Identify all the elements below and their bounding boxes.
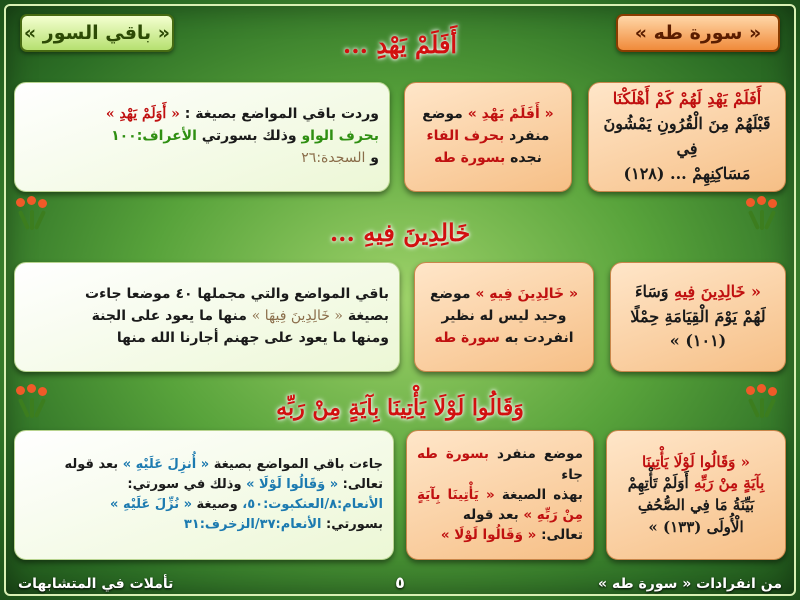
verse-line: قَبْلَهُمْ مِنَ الْقُرُونِ يَمْشُونَ فِي [603, 114, 771, 158]
note-text: باقي المواضع والتي مجملها ٤٠ موضعا جاءت [85, 286, 389, 303]
verse-line: مَسَاكِنِهِمْ ... (١٢٨) [623, 163, 751, 183]
footer-series-label: من انفرادات « سورة طه » [598, 576, 782, 592]
page-number: ٥ [395, 573, 405, 592]
heading-qalu-lawla: وَقَالُوا لَوْلَا يَأْتِينَا بِآيَةٍ مِنْ رَبِّهِ [276, 395, 524, 421]
reference-text: الأنعام:٣٧/الزخرف:٣١ [183, 517, 322, 533]
highlight-text: « أَوَلَمْ يَهْدِ » [105, 106, 180, 123]
note-text: جاء [561, 466, 583, 483]
note-text: و [370, 149, 379, 166]
highlight-text: « خَالِدِينَ فِيهِ » [475, 286, 579, 303]
verse-line: « خَالِدِينَ فِيهِ [674, 281, 761, 301]
others-card-row2 [14, 262, 400, 372]
highlight-text: سورة طه [434, 329, 500, 346]
highlight-text: « يَأْتِينَا بِآيَةٍ مِنْ رَبِّهِ » [417, 486, 583, 524]
verse-line: وَسَاءَ [635, 281, 669, 301]
note-text: بعد قوله [462, 507, 519, 524]
verse-line: لَهُمْ يَوْمَ الْقِيَامَةِ حِمْلًا [630, 306, 766, 326]
verse-card-row2 [610, 262, 786, 372]
note-text: بعد قوله [64, 456, 119, 472]
note-text: تعالى: [342, 476, 383, 492]
highlight-text: « أُنزِلَ عَلَيْهِ » [122, 456, 210, 472]
unique-card-row3 [406, 430, 594, 560]
note-text: جاءت باقي المواضع بصيغة [213, 456, 383, 472]
highlight-text: بسورة طه [434, 149, 506, 166]
highlight-text: بحرف الواو [301, 128, 379, 145]
footer-title: تأملات في المتشابهات [18, 576, 174, 592]
note-text: وذلك بسورتي [201, 128, 297, 145]
note-text: تعالى: [541, 527, 583, 544]
note-text: بسورتي: [326, 517, 383, 533]
note-text: موضع [429, 286, 471, 303]
highlight-text: « وَقَالُوا لَوْلَا » [440, 527, 537, 544]
unique-card-row1 [404, 82, 572, 192]
heading-khalidina-fihi: خَالِدِينَ فِيهِ ... [329, 218, 471, 247]
highlight-text: بسورة طه [417, 446, 489, 463]
others-card-row3 [14, 430, 394, 560]
note-text: وحيد ليس له نظير [441, 308, 567, 325]
verse-line: « وَقَالُوا لَوْلَا يَأْتِينَا [642, 452, 750, 471]
note-text: موضع [422, 106, 463, 123]
verse-line: الْأُولَى (١٣٣) » [648, 517, 744, 536]
note-text: وردت باقي المواضع بصيغة : [184, 106, 379, 123]
verse-card-row1 [588, 82, 786, 192]
highlight-text: « خَالِدِينَ فِيهَا » [251, 308, 343, 325]
flower-icon [742, 196, 782, 230]
note-text: بهذه الصيغة [501, 486, 584, 503]
reference-text: الأعراف:١٠٠ [111, 128, 197, 145]
note-text: بصيغة [347, 308, 389, 325]
note-text: ومنها ما يعود على جهنم أجارنا الله منها [116, 329, 389, 346]
flower-icon [12, 196, 52, 230]
note-text: انفردت به [504, 329, 574, 346]
verse-line: أَفَلَمْ يَهْدِ لَهُمْ كَمْ أَهْلَكْنَا [612, 89, 762, 109]
note-text: منفرد [509, 128, 550, 145]
others-card-row1 [14, 82, 390, 192]
reference-text: الأنعام:٨/العنكبوت:٥٠، [242, 497, 383, 512]
other-surahs-tag-label: « باقي السور » [23, 22, 171, 44]
reference-text: السجدة:٢٦ [301, 149, 366, 166]
highlight-text: « وَقَالُوا لَوْلَا » [246, 476, 339, 492]
highlight-text: بحرف الفاء [426, 128, 505, 145]
note-text: منها ما يعود على الجنة [91, 308, 247, 325]
flower-icon [742, 384, 782, 418]
heading-afalam-yahdi: أَفَلَمْ يَهْدِ ... [342, 30, 458, 59]
note-text: موضع منفرد [496, 446, 583, 463]
surah-tag-label: « سورة طه » [634, 22, 762, 44]
note-text: وذلك في سورتي: [127, 476, 242, 492]
flower-icon [12, 384, 52, 418]
highlight-text: « نُزِّلَ عَلَيْهِ » [110, 497, 193, 512]
note-text: وصيغة [196, 497, 238, 512]
verse-line: (١٠١) » [669, 331, 727, 351]
verse-line: أَوَلَمْ تَأْتِهِمْ [627, 474, 689, 493]
verse-line: بِآيَةٍ مِنْ رَبِّهِ [693, 474, 765, 493]
verse-card-row3 [606, 430, 786, 560]
verse-line: بَيِّنَةُ مَا فِي الصُّحُفِ [637, 496, 755, 514]
highlight-text: « أَفَلَمْ يَهْدِ » [467, 106, 554, 123]
note-text: نجده [510, 149, 542, 166]
unique-card-row2 [414, 262, 594, 372]
